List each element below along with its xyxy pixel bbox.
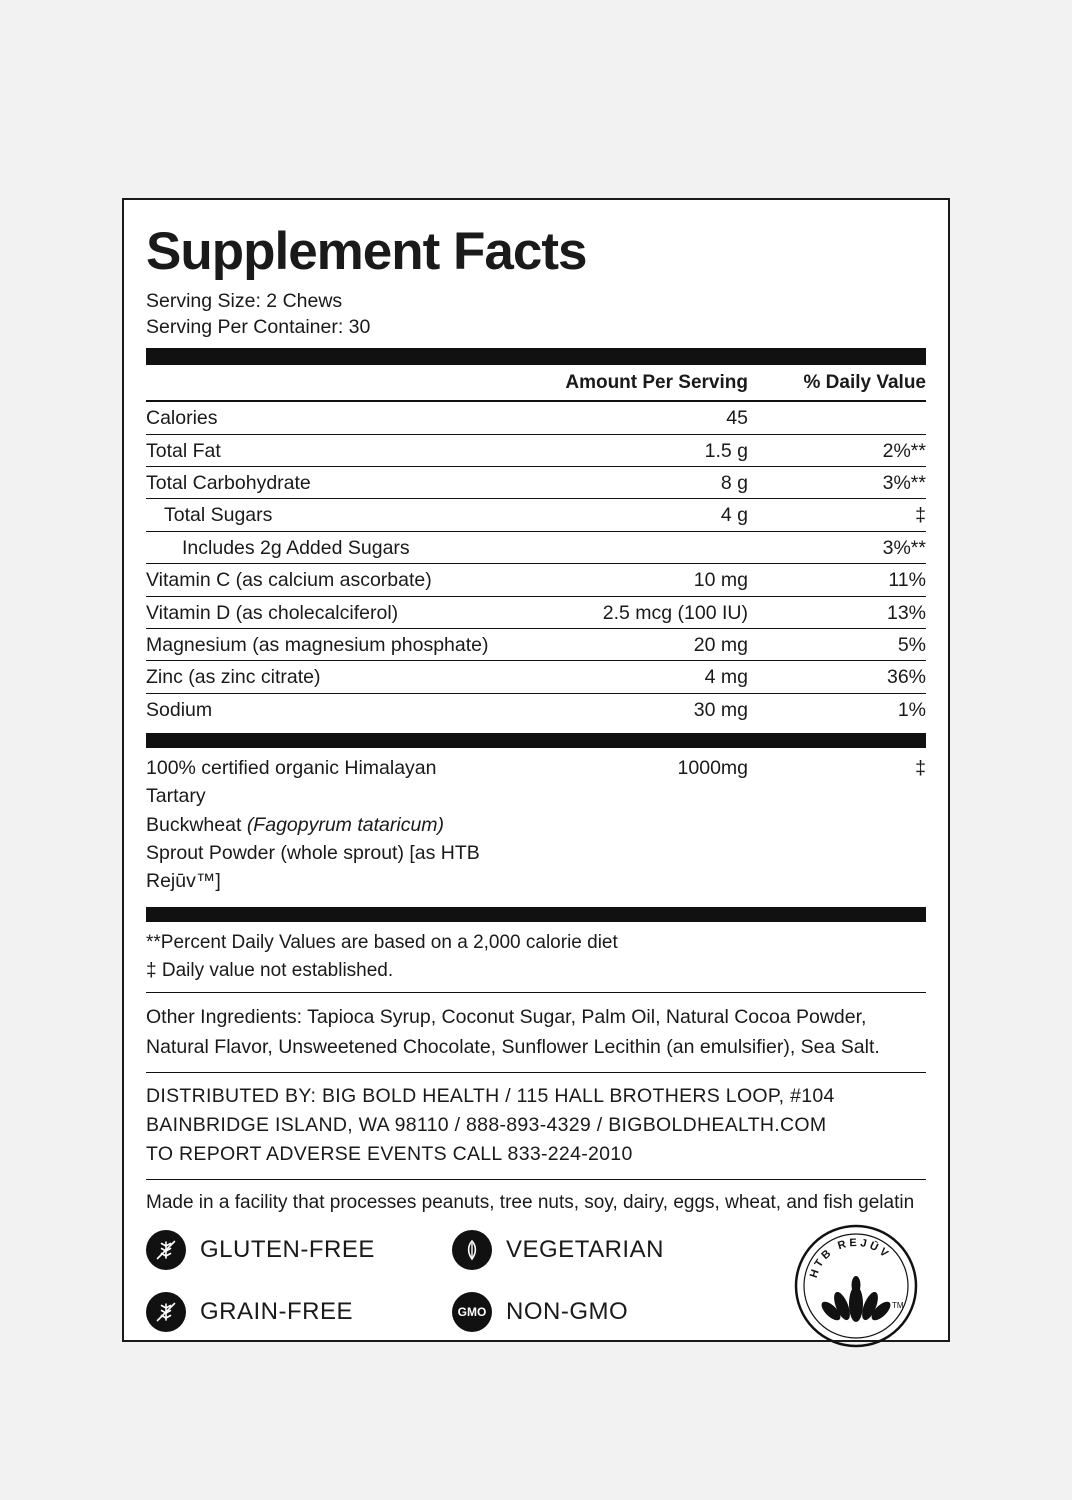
supplement-facts-panel [122, 198, 950, 1342]
table-row [146, 402, 926, 434]
nutrient-name: Includes 2g Added Sugars [182, 536, 410, 559]
table-header [146, 365, 926, 402]
nutrient-dv: 13% [886, 601, 926, 624]
gmo-icon-text: GMO [457, 1305, 487, 1320]
nutrient-amount: 1.5 g [704, 439, 748, 462]
table-row [146, 435, 926, 467]
header-amount-per-serving: Amount Per Serving [565, 372, 748, 394]
nutrient-amount: 4 g [720, 504, 748, 527]
nutrient-dv [748, 406, 926, 430]
badge-non-gmo [452, 1292, 628, 1332]
divider-thick-bottom [146, 907, 926, 922]
botanical-ingredient-row [146, 748, 926, 899]
leaf-icon [452, 1230, 492, 1270]
badge-label: NON-GMO [506, 1298, 629, 1326]
distributed-by-line-1: DISTRIBUTED BY: BIG BOLD HEALTH / 115 HALL BROTHERS LOOP, #104 [146, 1084, 835, 1107]
badge-vegetarian [452, 1230, 664, 1270]
adverse-events-line: TO REPORT ADVERSE EVENTS CALL 833-224-2010 [146, 1143, 633, 1166]
nutrient-amount: 45 [726, 407, 748, 430]
table-row [146, 564, 926, 596]
header-spacer [146, 372, 498, 394]
svg-text:HTB REJŪV: HTB REJŪV [807, 1237, 893, 1280]
nutrient-name: Vitamin D (as cholecalciferol) [146, 601, 399, 624]
facility-allergen-note: Made in a facility that processes peanuts, tree nuts, soy, dairy, eggs, wheat, and fish gelatin [146, 1191, 915, 1213]
nutrient-amount: 20 mg [693, 633, 748, 656]
htb-rejuv-seal [792, 1222, 920, 1350]
badge-label: GRAIN-FREE [200, 1298, 354, 1326]
botanical-line-3: Sprout Powder (whole sprout) [as HTB Rejūv™] [146, 841, 480, 893]
footnote-daily-values: **Percent Daily Values are based on a 2,000 calorie diet [146, 932, 618, 954]
page-title: Supplement Facts [146, 222, 587, 281]
nutrient-dv: 3%** [882, 536, 926, 559]
nutrient-amount: 30 mg [693, 698, 748, 721]
footnotes [146, 922, 926, 993]
badge-label: GLUTEN-FREE [200, 1236, 375, 1264]
gmo-icon [452, 1292, 492, 1332]
footnote-not-established: ‡ Daily value not established. [146, 959, 394, 981]
nutrient-dv: 3%** [882, 472, 926, 495]
distributed-by-line-2: BAINBRIDGE ISLAND, WA 98110 / 888-893-4329 / BIGBOLDHEALTH.COM [146, 1114, 827, 1137]
servings-per-container: Serving Per Container: 30 [146, 315, 371, 338]
wheat-crossed-icon [146, 1292, 186, 1332]
nutrient-name: Calories [146, 407, 218, 430]
nutrient-name: Zinc (as zinc citrate) [146, 666, 321, 689]
table-row [146, 597, 926, 629]
botanical-name [146, 754, 498, 895]
botanical-amount: 1000mg [677, 757, 748, 780]
nutrient-name: Total Fat [146, 439, 221, 462]
other-ingredients: Other Ingredients: Tapioca Syrup, Coconut Sugar, Palm Oil, Natural Cocoa Powder, Natural Flavor, Unsweetened Chocolate, Sunflower Lecithin (an emulsifier), Sea Salt. [146, 993, 926, 1073]
nutrient-name: Total Sugars [164, 504, 273, 527]
divider-thick-middle [146, 733, 926, 748]
table-row [146, 532, 926, 564]
svg-text:TM: TM [892, 1301, 904, 1311]
nutrient-name: Sodium [146, 698, 213, 721]
nutrient-amount: 4 mg [704, 666, 748, 689]
nutrient-name: Total Carbohydrate [146, 472, 311, 495]
wheat-crossed-icon [146, 1230, 186, 1270]
badge-gluten-free [146, 1230, 375, 1270]
botanical-line-1: 100% certified organic Himalayan Tartary [146, 757, 437, 808]
nutrient-amount [498, 536, 748, 560]
botanical-line-2: Buckwheat [146, 813, 247, 836]
table-row [146, 694, 926, 725]
divider-thick-top [146, 348, 926, 365]
nutrient-amount: 8 g [720, 472, 748, 495]
nutrient-dv: 36% [886, 666, 926, 689]
botanical-dv: ‡ [915, 757, 926, 780]
nutrient-amount: 2.5 mcg (100 IU) [602, 601, 748, 624]
nutrient-dv: 2%** [882, 439, 926, 462]
table-row [146, 661, 926, 693]
table-row [146, 499, 926, 531]
serving-size: Serving Size: 2 Chews [146, 289, 343, 312]
botanical-latin-name: (Fagopyrum tataricum) [246, 813, 445, 836]
nutrient-dv: 11% [888, 569, 926, 592]
nutrient-amount: 10 mg [693, 569, 748, 592]
table-row [146, 629, 926, 661]
nutrient-dv: ‡ [915, 504, 926, 527]
certification-badges [146, 1230, 926, 1360]
table-row [146, 467, 926, 499]
badge-label: VEGETARIAN [506, 1236, 664, 1264]
header-daily-value: % Daily Value [803, 372, 926, 394]
badge-grain-free [146, 1292, 353, 1332]
nutrient-name: Magnesium (as magnesium phosphate) [146, 633, 489, 656]
distributed-by [146, 1073, 926, 1180]
nutrient-dv: 1% [897, 698, 926, 721]
nutrient-name: Vitamin C (as calcium ascorbate) [146, 569, 432, 592]
nutrient-dv: 5% [897, 633, 926, 656]
